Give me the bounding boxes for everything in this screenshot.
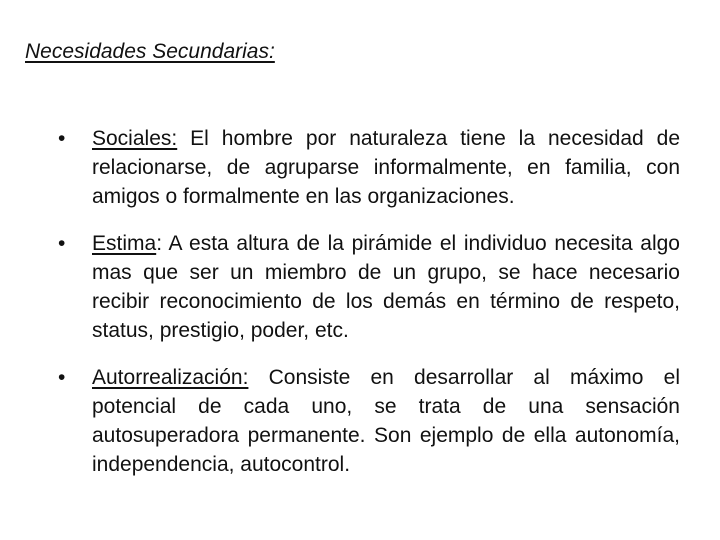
description-autorrealizacion: Consiste en desarrollar al máximo el potencial de cada uno, se trata de una sensación autosuperadora permanente. Son ejemplo de ella autonomía, independencia, autocontrol. xyxy=(92,366,680,476)
bullet-list xyxy=(58,124,680,497)
bullet-marker: • xyxy=(58,232,66,255)
bullet-marker: • xyxy=(58,366,66,389)
bullet-item-autorrealizacion xyxy=(58,363,680,479)
description-estima: : A esta altura de la pirámide el individuo necesita algo mas que ser un miembro de un grupo, se hace necesario recibir reconocimiento de los demás en término de respeto, status, prestigio, poder, etc. xyxy=(92,232,680,342)
description-sociales: El hombre por naturaleza tiene la necesidad de relacionarse, de agruparse informalmente, en familia, con amigos o formalmente en las organizaciones. xyxy=(92,127,680,208)
bullet-item-estima xyxy=(58,229,680,345)
term-estima: Estima xyxy=(92,232,157,255)
bullet-item-sociales xyxy=(58,124,680,211)
slide-title: Necesidades Secundarias: xyxy=(25,40,275,63)
term-autorrealizacion: Autorrealización: xyxy=(92,366,249,389)
bullet-marker: • xyxy=(58,127,66,150)
term-sociales: Sociales: xyxy=(92,127,178,150)
